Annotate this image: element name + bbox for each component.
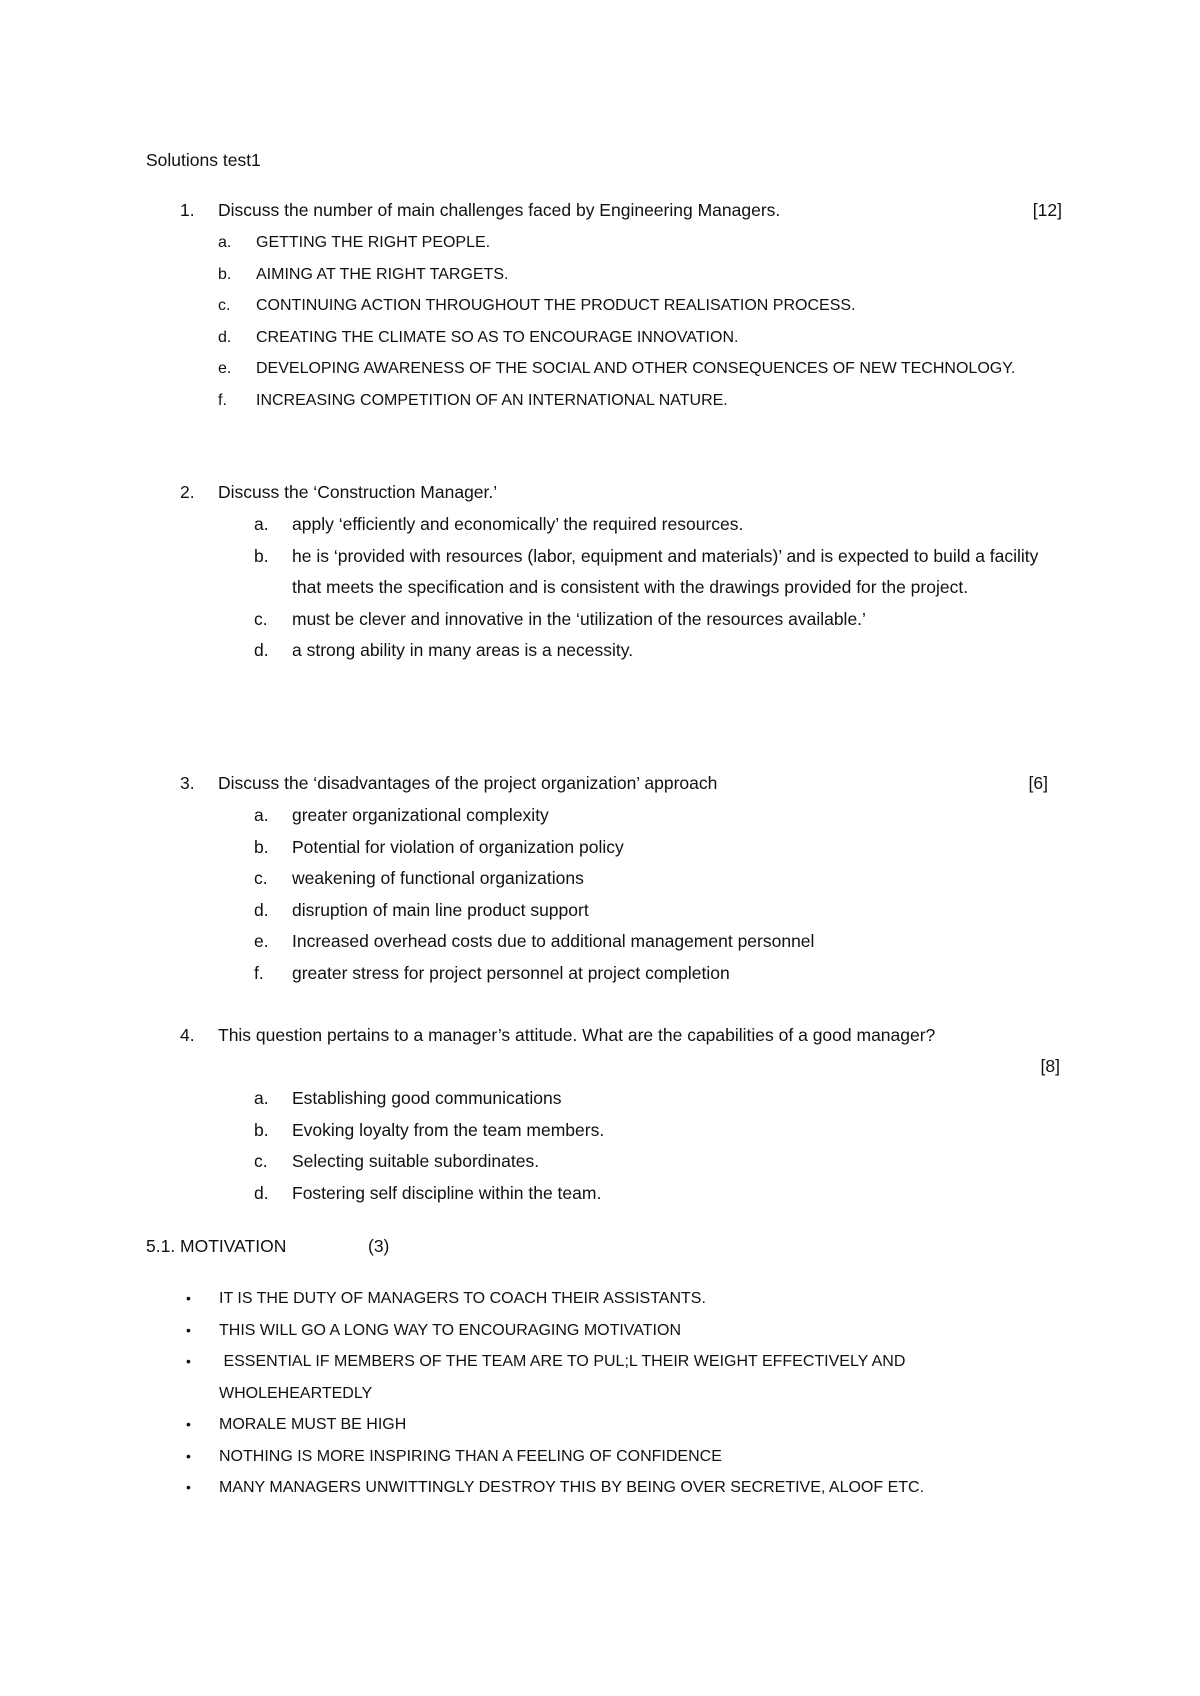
item-text: Potential for violation of organization policy — [292, 836, 624, 857]
item-text: AIMING AT THE RIGHT TARGETS. — [256, 265, 509, 283]
list-item — [218, 322, 1016, 354]
section-heading — [146, 1236, 390, 1257]
item-label: b. — [254, 1119, 269, 1140]
item-label: b. — [218, 265, 232, 283]
item-text: weakening of functional organizations — [292, 868, 584, 888]
item-label: f. — [218, 391, 227, 409]
list-item — [254, 895, 1072, 927]
bullet-icon: • — [186, 1353, 191, 1369]
item-label: e. — [218, 360, 232, 377]
document-title: Solutions test1 — [146, 150, 261, 170]
question-text: Discuss the number of main challenges faced by Engineering Managers. — [218, 200, 781, 220]
item-text: greater stress for project personnel at project completion — [292, 962, 730, 983]
list-item — [254, 926, 1072, 958]
item-label: c. — [218, 297, 231, 314]
item-text: Evoking loyalty from the team members. — [292, 1119, 605, 1140]
list-item — [254, 800, 1072, 832]
item-label: b. — [254, 545, 269, 566]
item-label: a. — [254, 514, 269, 534]
bullet-icon: • — [186, 1416, 191, 1432]
item-text: a strong ability in many areas is a necessity. — [292, 640, 634, 660]
list-item — [218, 227, 1016, 259]
item-text: INCREASING COMPETITION OF AN INTERNATIONAL NATURE. — [256, 391, 728, 409]
item-text: IT IS THE DUTY OF MANAGERS TO COACH THEIR ASSISTANTS. — [219, 1290, 706, 1307]
item-label: e. — [254, 931, 269, 951]
question-text: Discuss the ‘disadvantages of the project organization’ approach — [218, 773, 718, 793]
list-item — [218, 385, 1016, 417]
question-number: 3. — [180, 773, 195, 793]
item-text: greater organizational complexity — [292, 805, 549, 825]
list-item — [254, 1083, 1072, 1115]
item-text: must be clever and innovative in the ‘utilization of the resources available.’ — [292, 608, 866, 629]
list-item — [254, 509, 1072, 541]
list-item — [254, 832, 1072, 864]
item-text: he is ‘provided with resources (labor, equipment and materials)’ and is expected to build a facility that meets the specification and is consistent with the drawings provided for the project. — [292, 545, 1039, 597]
question-text: Discuss the ‘Construction Manager.’ — [218, 482, 498, 502]
item-text: ESSENTIAL IF MEMBERS OF THE TEAM ARE TO PUL;L THEIR WEIGHT EFFECTIVELY AND WHOLEHEARTEDLY — [219, 1353, 910, 1402]
question-marks: [6] — [1028, 773, 1048, 793]
item-text: Establishing good communications — [292, 1088, 562, 1108]
list-item — [186, 1283, 1019, 1315]
list-item — [254, 863, 1072, 895]
item-label: b. — [254, 836, 269, 857]
bullet-icon: • — [186, 1447, 191, 1464]
question-3-answers — [254, 800, 1072, 989]
question-4-answers — [254, 1083, 1072, 1209]
item-label: a. — [218, 234, 232, 251]
item-text: Selecting suitable subordinates. — [292, 1151, 540, 1171]
item-label: c. — [254, 1151, 268, 1171]
list-item — [254, 1178, 1072, 1210]
list-item — [254, 635, 1072, 667]
bullet-icon: • — [186, 1479, 191, 1495]
item-text: CREATING THE CLIMATE SO AS TO ENCOURAGE INNOVATION. — [256, 328, 739, 346]
question-marks: [8] — [1040, 1056, 1060, 1076]
question-number: 2. — [180, 482, 195, 502]
item-label: a. — [254, 1088, 269, 1108]
item-text: Fostering self discipline within the team. — [292, 1182, 602, 1203]
item-label: d. — [218, 328, 232, 346]
item-text: THIS WILL GO A LONG WAY TO ENCOURAGING MOTIVATION — [219, 1321, 681, 1339]
bullet-icon: • — [186, 1321, 191, 1338]
list-item — [218, 353, 1016, 385]
list-item — [186, 1346, 1019, 1409]
list-item — [218, 259, 1016, 291]
list-item — [254, 604, 1072, 636]
item-label: d. — [254, 899, 269, 920]
item-label: d. — [254, 640, 269, 660]
question-number: 4. — [180, 1025, 195, 1045]
list-item — [186, 1441, 1019, 1473]
bullet-icon: • — [186, 1290, 191, 1306]
item-text: disruption of main line product support — [292, 899, 589, 920]
question-marks: [12] — [1032, 200, 1062, 220]
item-text: GETTING THE RIGHT PEOPLE. — [256, 234, 491, 251]
question-2-answers — [254, 509, 1072, 667]
list-item — [186, 1315, 1019, 1347]
item-text: DEVELOPING AWARENESS OF THE SOCIAL AND OTHER CONSEQUENCES OF NEW TECHNOLOGY. — [256, 360, 1016, 377]
item-label: d. — [254, 1182, 269, 1203]
motivation-bullets — [186, 1283, 1019, 1504]
list-item — [254, 1146, 1072, 1178]
list-item — [218, 290, 1016, 322]
question-text: This question pertains to a manager’s attitude. What are the capabilities of a good manager? — [218, 1025, 936, 1045]
item-text: NOTHING IS MORE INSPIRING THAN A FEELING OF CONFIDENCE — [219, 1447, 722, 1465]
list-item — [186, 1409, 1019, 1441]
list-item — [186, 1472, 1019, 1504]
item-text: CONTINUING ACTION THROUGHOUT THE PRODUCT REALISATION PROCESS. — [256, 297, 856, 314]
item-text: apply ‘efficiently and economically’ the required resources. — [292, 514, 744, 534]
item-label: a. — [254, 805, 269, 825]
list-item — [254, 958, 1072, 990]
item-label: f. — [254, 962, 264, 983]
section-marks: (3) — [368, 1236, 390, 1256]
question-number: 1. — [180, 200, 195, 220]
list-item — [254, 541, 1072, 604]
list-item — [254, 1115, 1072, 1147]
item-text: Increased overhead costs due to additional management personnel — [292, 931, 815, 951]
item-text: MORALE MUST BE HIGH — [219, 1416, 407, 1433]
item-text: MANY MANAGERS UNWITTINGLY DESTROY THIS BY BEING OVER SECRETIVE, ALOOF ETC. — [219, 1479, 925, 1496]
question-1-answers — [218, 227, 1016, 416]
item-label: c. — [254, 868, 268, 888]
item-label: c. — [254, 608, 268, 629]
section-title: 5.1. MOTIVATION — [146, 1236, 287, 1256]
